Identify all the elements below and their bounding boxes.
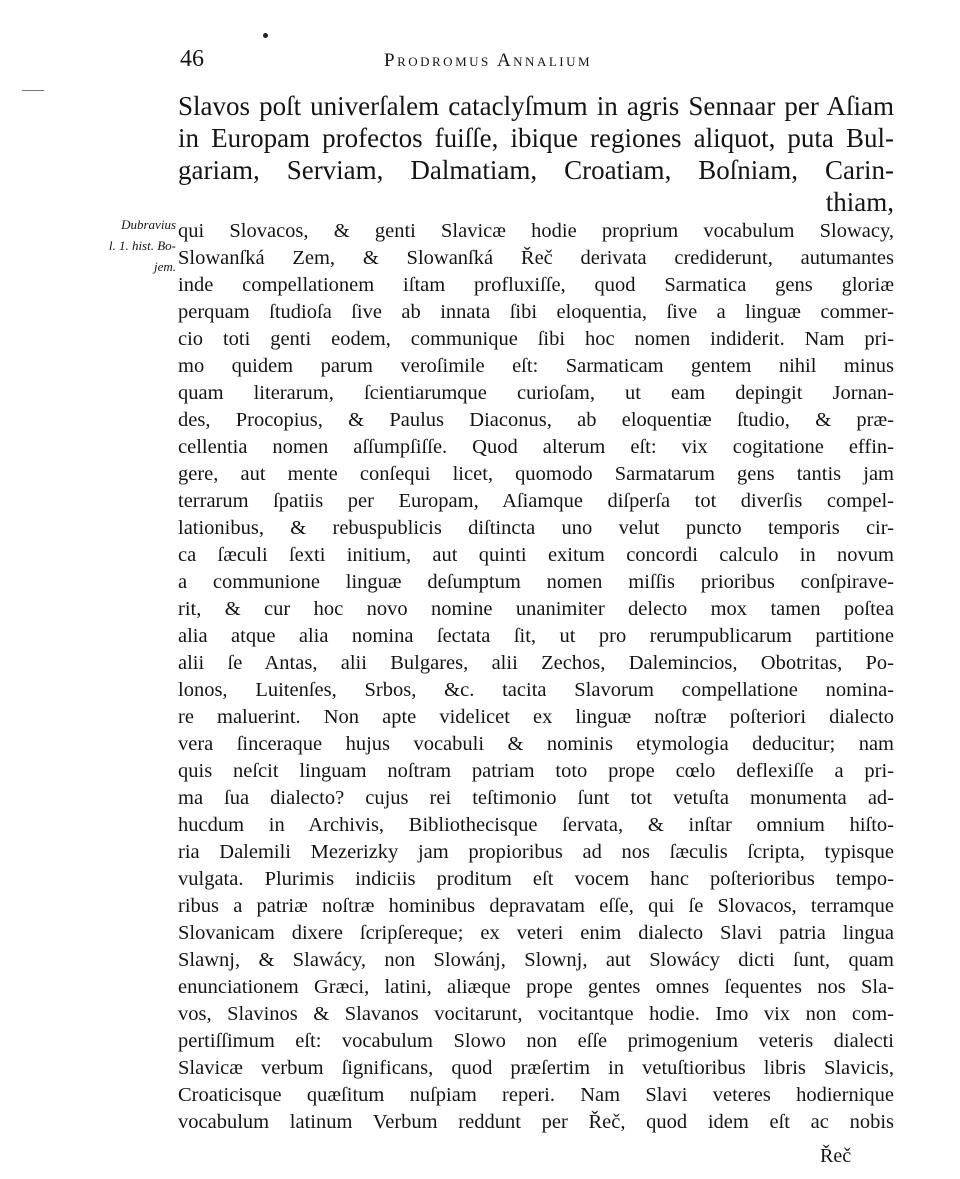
text-line: des, Procopius, & Paulus Diaconus, ab eloquentiæ ſtudio, & præ- <box>178 409 894 431</box>
text-line: alia atque alia nomina ſectata ſit, ut pro rerumpublicarum partitione <box>178 625 894 647</box>
text-line: Slavicæ verbum ſignificans, quod præſertim in vetuſtioribus libris Slavicis, <box>178 1057 894 1079</box>
text-line: thiam, <box>825 187 894 217</box>
margin-note-line: l. 1. hist. Bo- <box>108 238 176 253</box>
text-line: Slowanſká Zem, & Slowanſká Řeč derivata crediderunt, autumantes <box>178 247 894 269</box>
text-line: vulgata. Plurimis indiciis proditum eſt vocem hanc poſterioribus tempo- <box>178 868 894 890</box>
catchword: Řeč <box>820 1145 852 1167</box>
body-text <box>178 90 894 1136</box>
text-line: gariam, Serviam, Dalmatiam, Croatiam, Boſniam, Carin- <box>178 155 894 185</box>
text-line: Slawnj, & Slawácy, non Slowánj, Slownj, aut Slowácy dicti ſunt, quam <box>178 949 894 971</box>
text-line: ca ſæculi ſexti initium, aut quinti exitum concordi calculo in novum <box>178 544 894 566</box>
text-line: qui Slovacos, & genti Slavicæ hodie proprium vocabulum Slowacy, <box>178 220 894 242</box>
text-line: mo quidem parum veroſimile eſt: Sarmaticam gentem nihil minus <box>178 355 894 377</box>
text-line: quam literarum, ſcientiarumque curioſam, ut eam depingit Jornan- <box>178 382 894 404</box>
text-line: terrarum ſpatiis per Europam, Aſiamque diſperſa tot diverſis compel- <box>178 490 894 512</box>
text-line: enunciationem Græci, latini, aliæque prope gentes omnes ſequentes nos Sla- <box>178 976 894 998</box>
text-line: vos, Slavinos & Slavanos vocitarunt, vocitantque hodie. Imo vix non com- <box>178 1003 894 1025</box>
text-line: cellentia nomen aſſumpſiſſe. Quod alterum eſt: vix cogitatione effin- <box>178 436 894 458</box>
text-line: pertiſſimum eſt: vocabulum Slowo non eſſe primogenium veteris dialecti <box>178 1030 894 1052</box>
ink-dot <box>263 33 268 38</box>
margin-note-line: jem. <box>153 259 176 274</box>
text-line: cio toti genti eodem, communique ſibi hoc nomen indiderit. Nam pri- <box>178 328 894 350</box>
text-line: inde compellationem iſtam profluxiſſe, quod Sarmatica gens gloriæ <box>178 274 894 296</box>
text-line: ria Dalemili Mezerizky jam propioribus ad nos ſæculis ſcripta, typisque <box>178 841 894 863</box>
text-line: lationibus, & rebuspublicis diſtincta uno velut puncto temporis cir- <box>178 517 894 539</box>
text-line: lonos, Luitenſes, Srbos, &c. tacita Slavorum compellatione nomina- <box>178 679 894 701</box>
text-line: quis neſcit linguam noſtram patriam toto prope cœlo deflexiſſe a pri- <box>178 760 894 782</box>
text-line: in Europam profectos fuiſſe, ibique regiones aliquot, puta Bul- <box>178 123 894 153</box>
running-title: Prodromus Annalium <box>384 50 593 71</box>
text-line: Slovanicam dixere ſcripſereque; ex veteri enim dialecto Slavi patria lingua <box>178 922 894 944</box>
text-line: gere, aut mente conſequi licet, quomodo Sarmatarum gens tantis jam <box>178 463 894 485</box>
text-line: Slavos poſt univerſalem cataclyſmum in agris Sennaar per Aſiam <box>178 91 894 121</box>
text-line: ma ſua dialecto? cujus rei teſtimonio ſunt tot vetuſta monumenta ad- <box>178 787 894 809</box>
text-line: vera ſinceraque hujus vocabuli & nominis etymologia deducitur; nam <box>178 733 894 755</box>
text-line: Croaticisque quæſitum nuſpiam reperi. Nam Slavi veteres hodiernique <box>178 1084 894 1106</box>
text-line: ribus a patriæ noſtræ hominibus depravatam eſſe, qui ſe Slovacos, terramque <box>178 895 894 917</box>
text-line: re maluerint. Non apte videlicet ex linguæ noſtræ poſteriori dialecto <box>178 706 894 728</box>
margin-mark <box>22 90 44 91</box>
margin-note <box>60 214 176 277</box>
margin-note-line: Dubravius <box>121 217 176 232</box>
text-line: alii ſe Antas, alii Bulgares, alii Zechos, Dalemincios, Obotritas, Po- <box>178 652 894 674</box>
page-number: 46 <box>180 46 204 72</box>
text-line: hucdum in Archivis, Bibliothecisque ſervata, & inſtar omnium hiſto- <box>178 814 894 836</box>
text-line: rit, & cur hoc novo nomine unanimiter delecto mox tamen poſtea <box>178 598 894 620</box>
text-line: a communione linguæ deſumptum nomen miſſis prioribus conſpirave- <box>178 571 894 593</box>
page-header <box>180 44 880 80</box>
text-line: perquam ſtudioſa ſive ab innata ſibi eloquentia, ſive a linguæ commer- <box>178 301 894 323</box>
text-line: vocabulum latinum Verbum reddunt per Řeč, quod idem eſt ac nobis <box>178 1111 894 1133</box>
